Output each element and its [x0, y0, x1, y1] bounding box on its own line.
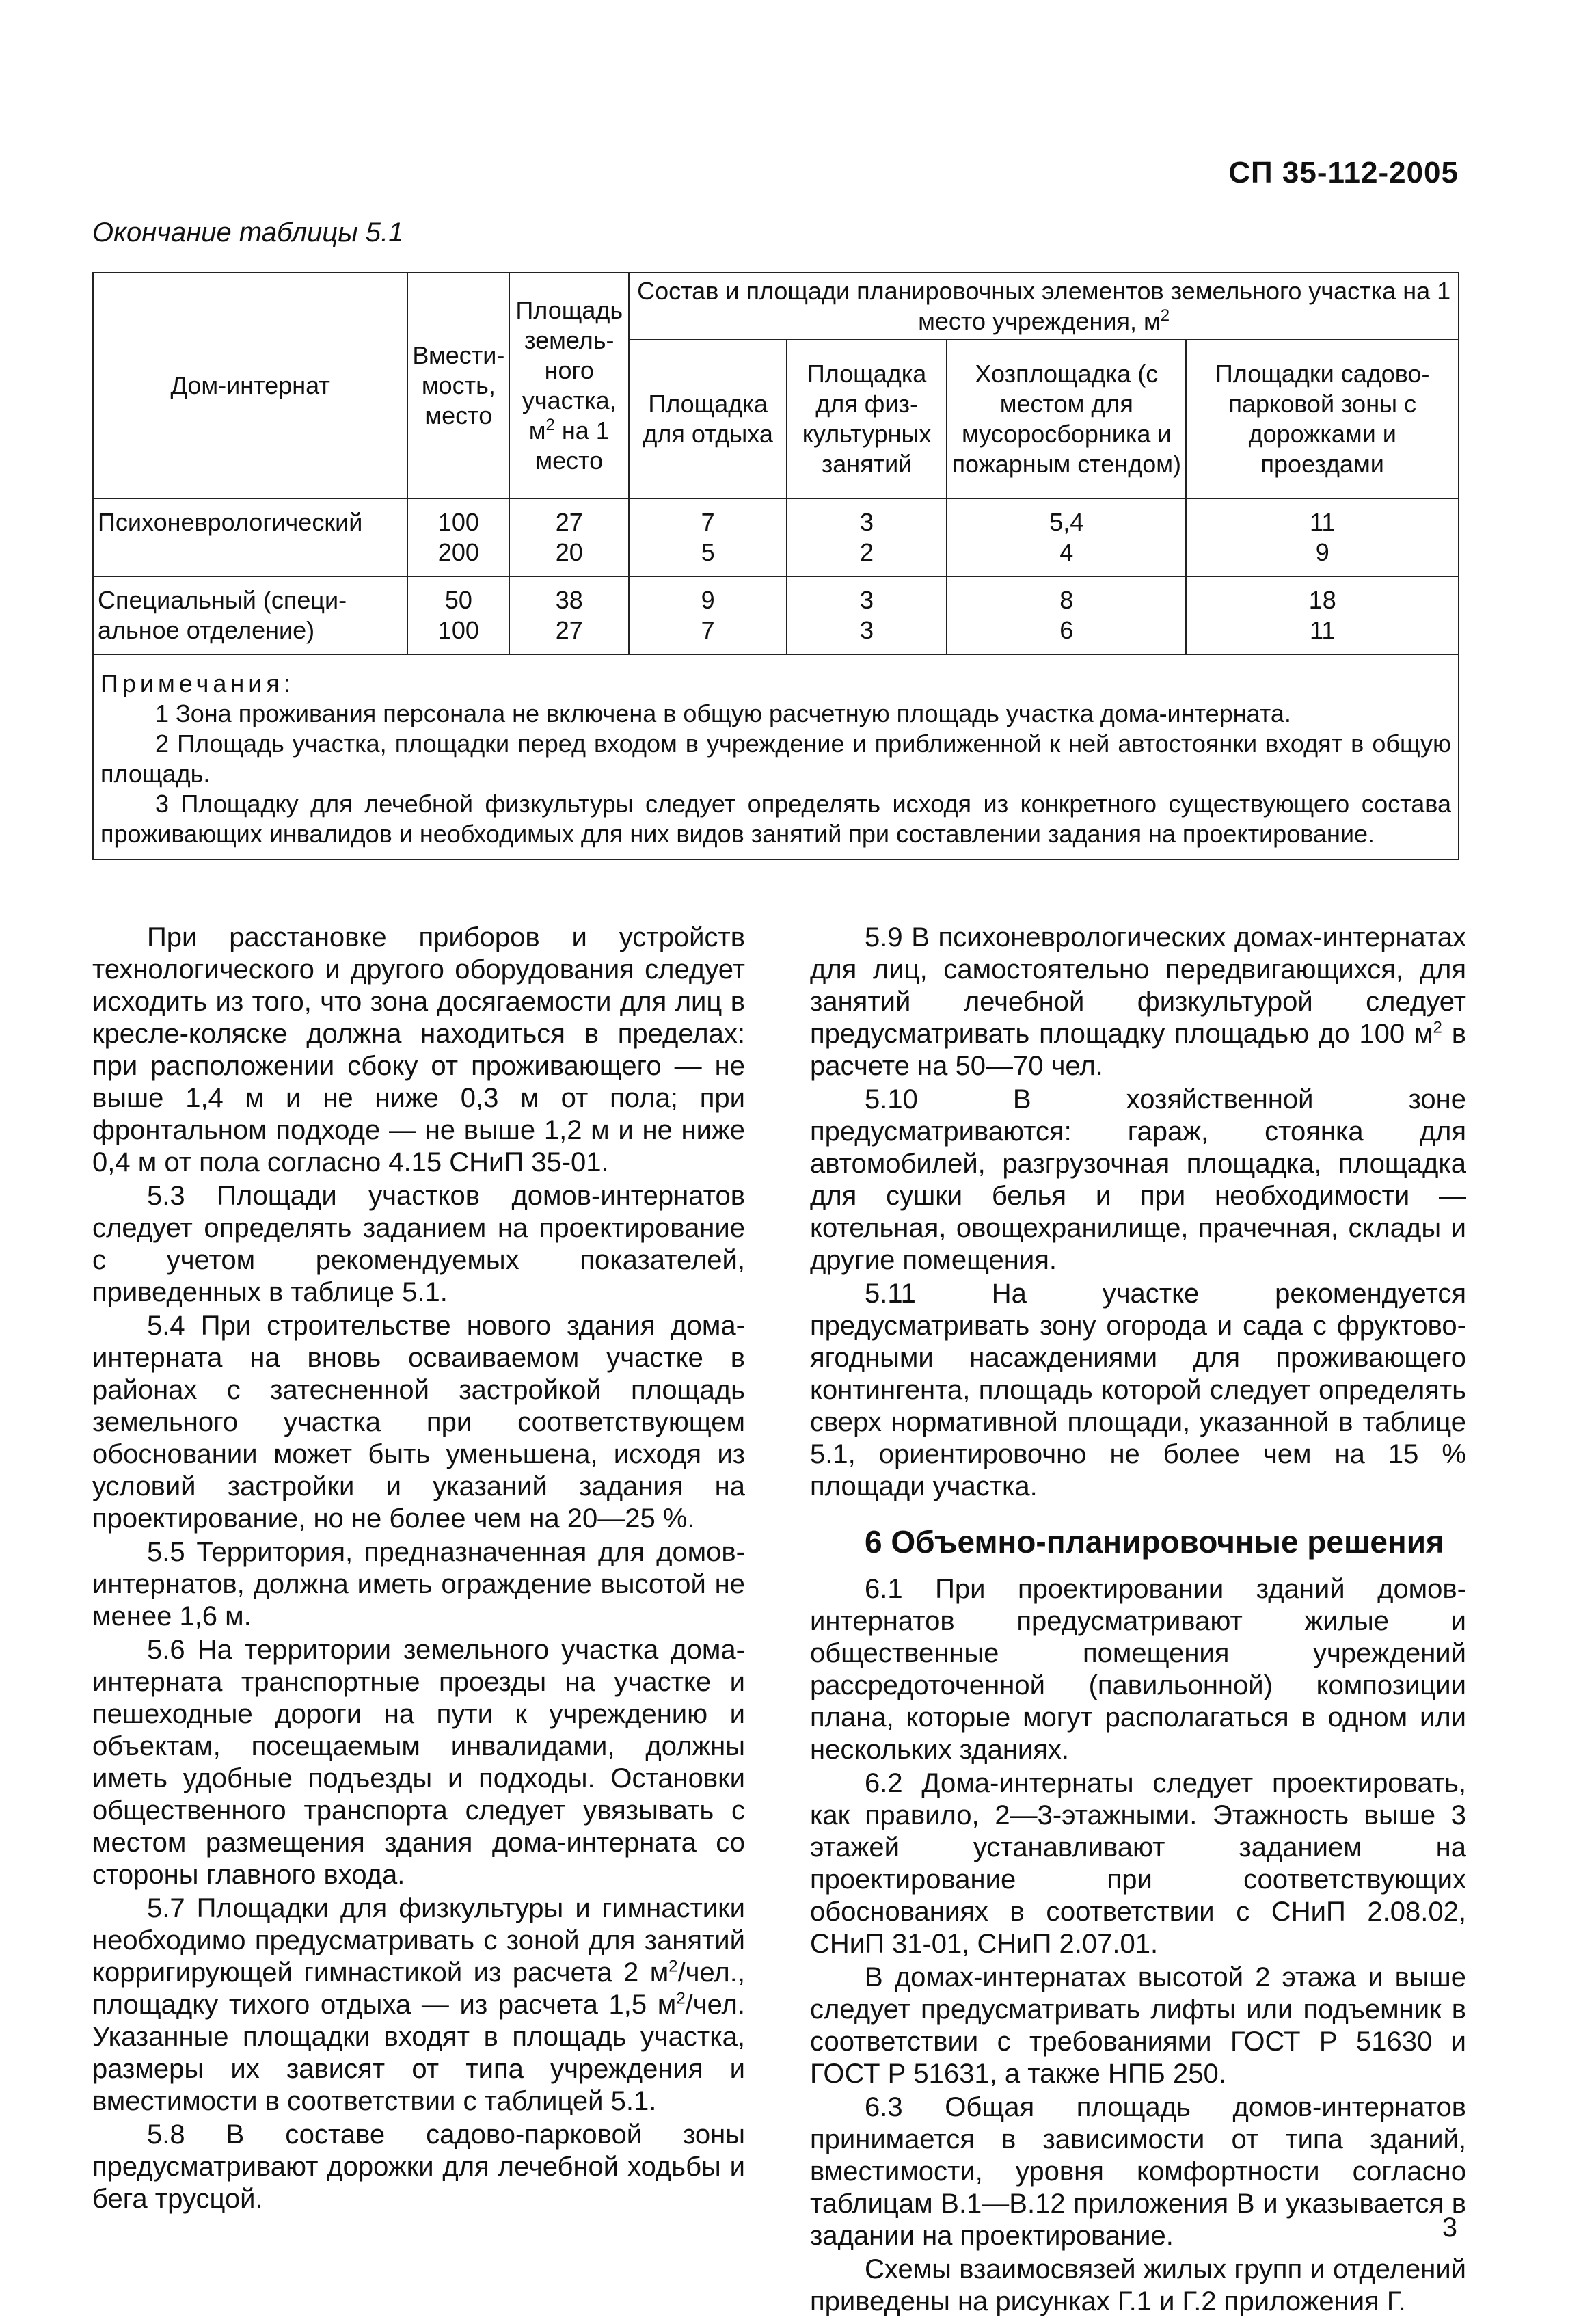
cell-area: 38 27: [509, 576, 629, 654]
paragraph: В домах-интернатах высотой 2 этажа и выше следует предусматривать лифты или подъемник в соответствии с требованиями ГОСТ Р 51630 и ГОСТ Р 51631, а также НПБ 250.: [810, 1962, 1466, 2089]
cell-sport: 3 3: [787, 576, 947, 654]
note-item: 2 Площадь участка, площадки перед входом в учреждение и приближенной к ней автостоянки входят в общую площадь.: [100, 730, 1451, 788]
paragraph-5-10: 5.10 В хозяйственной зоне предусматриваются: гараж, стоянка для автомобилей, разгрузочная площадка, площадка для сушки белья и при необходимости — котельная, овощехранилище, прачечная, склады и другие помещения.: [810, 1084, 1466, 1275]
paragraph-5-8: 5.8 В составе садово-парковой зоны предусматривают дорожки для лечебной ходьбы и бега трусцой.: [92, 2120, 745, 2214]
paragraph-5-4: 5.4 При строительстве нового здания дома-интерната на вновь осваиваемом участке в районах с затесненной застройкой площадь земельного участка при соответствующем обосновании может быть уменьшена, исходя из условий застройки и указаний задания на проектирование, но не более чем на 20—25 %.: [92, 1311, 745, 1534]
header-utility-area: Хозплощадка (с местом для мусоросборника и пожарным стендом): [947, 340, 1186, 498]
note-item: 3 Площадку для лечебной физкультуры следует определять исходя из конкретного существующего состава проживающих инвалидов и необходимых для них видов занятий при составлении задания на проектирование.: [100, 790, 1451, 848]
header-home-type: Дом-интернат: [93, 273, 407, 498]
left-column: [92, 922, 745, 2217]
section-heading: 6 Объемно-планировочные решения: [865, 1524, 1444, 1560]
paragraph-5-6: 5.6 На территории земельного участка дома-интерната транспортные проезды на участке и пешеходные дороги на пути к учреждению и объектам, посещаемым инвалидами, должны иметь удобные подъезды и подходы. Остановки общественного транспорта следует увязывать с местом размещения здания дома-интерната со стороны главного входа.: [92, 1635, 745, 1890]
document-code: СП 35-112-2005: [1228, 156, 1459, 189]
cell-utility: 8 6: [947, 576, 1186, 654]
paragraph-5-9: 5.9 В психоневрологических домах-интернатах для лиц, самостоятельно передвигающихся, для занятий лечебной физкультурой следует предусматривать площадку площадью до 100 $м^2$ в расчете на 50—70 чел.: [810, 922, 1466, 1081]
page-number: 3: [1442, 2213, 1457, 2243]
header-garden-area: Площадки садово-парковой зоны с дорожками и проездами: [1186, 340, 1459, 498]
paragraph-5-3: 5.3 Площади участков домов-интернатов следует определять заданием на проектирование с учетом рекомендуемых показателей, приведенных в таблице 5.1.: [92, 1181, 745, 1307]
table-5-1: [92, 272, 1459, 860]
table-row: [93, 576, 1459, 654]
row-name: Психоневрологический: [93, 498, 407, 576]
cell-rest: 7 5: [629, 498, 787, 576]
cell-capacity: 100 200: [407, 498, 509, 576]
paragraph-5-11: 5.11 На участке рекомендуется предусматривать зону огорода и сада с фруктово-ягодными насаждениями для проживающего контингента, площадь которой следует определять сверх нормативной площади, указанной в таблице 5.1, ориентировочно не более чем на 15 % площади участка.: [810, 1279, 1466, 1501]
header-land-area: Площадь земель-ного участка, $м^2$ на 1 место: [509, 273, 629, 498]
paragraph: Схемы взаимосвязей жилых групп и отделений приведены на рисунках Г.1 и Г.2 приложения Г.: [810, 2254, 1466, 2316]
row-name: Специальный (специ-альное отделение): [93, 576, 407, 654]
table-caption: Окончание таблицы 5.1: [92, 217, 404, 248]
table-row: [93, 498, 1459, 576]
paragraph-5-7: 5.7 Площадки для физкультуры и гимнастики необходимо предусматривать с зоной для занятий корригирующей гимнастикой из расчета 2 $м^2$/чел., площадку тихого отдыха — из расчета 1,5 $м^2$/чел. Указанные площадки входят в площадь участка, размеры их зависят от типа учреждения и вместимости в соответствии с таблицей 5.1.: [92, 1893, 745, 2116]
paragraph: При расстановке приборов и устройств технологического и другого оборудования следует исходить из того, что зона досягаемости для лиц в кресле-коляске должна находиться в пределах: при расположении сбоку от проживающего — не выше 1,4 м и не ниже 0,3 м от пола; при фронтальном подходе — не выше 1,2 м и не ниже 0,4 м от пола согласно 4.15 СНиП 35-01.: [92, 922, 745, 1177]
cell-sport: 3 2: [787, 498, 947, 576]
header-capacity: Вмести-мость, место: [407, 273, 509, 498]
right-column: [810, 922, 1466, 2319]
table-notes: [93, 654, 1459, 859]
cell-garden: 11 9: [1186, 498, 1459, 576]
header-rest-area: Площадка для отдыха: [629, 340, 787, 498]
paragraph-6-2: 6.2 Дома-интернаты следует проектировать, как правило, 2—3-этажными. Этажность выше 3 этажей устанавливают заданием на проектирование при соответствующих обоснованиях в соответствии с СНиП 2.08.02, СНиП 31-01, СНиП 2.07.01.: [810, 1768, 1466, 1959]
header-sport-area: Площадка для физ-культурных занятий: [787, 340, 947, 498]
cell-capacity: 50 100: [407, 576, 509, 654]
cell-rest: 9 7: [629, 576, 787, 654]
note-item: 1 Зона проживания персонала не включена в общую расчетную площадь участка дома-интерната.: [155, 699, 1291, 727]
header-group-elements: Состав и площади планировочных элементов земельного участка на 1 место учреждения, $м^2$: [629, 273, 1459, 340]
paragraph-6-1: 6.1 При проектировании зданий домов-интернатов предусматривают жилые и общественные помещения учреждений рассредоточенной (павильонной) композиции плана, которые могут располагаться в одном или нескольких зданиях.: [810, 1574, 1466, 1765]
notes-title: Примечания:: [100, 669, 295, 697]
cell-garden: 18 11: [1186, 576, 1459, 654]
paragraph-6-3: 6.3 Общая площадь домов-интернатов принимается в зависимости от типа зданий, вместимости, уровня комфортности согласно таблицам В.1—В.12 приложения В и указывается в задании на проектирование.: [810, 2092, 1466, 2251]
cell-area: 27 20: [509, 498, 629, 576]
paragraph-5-5: 5.5 Территория, предназначенная для домов-интернатов, должна иметь ограждение высотой не менее 1,6 м.: [92, 1537, 745, 1631]
cell-utility: 5,4 4: [947, 498, 1186, 576]
